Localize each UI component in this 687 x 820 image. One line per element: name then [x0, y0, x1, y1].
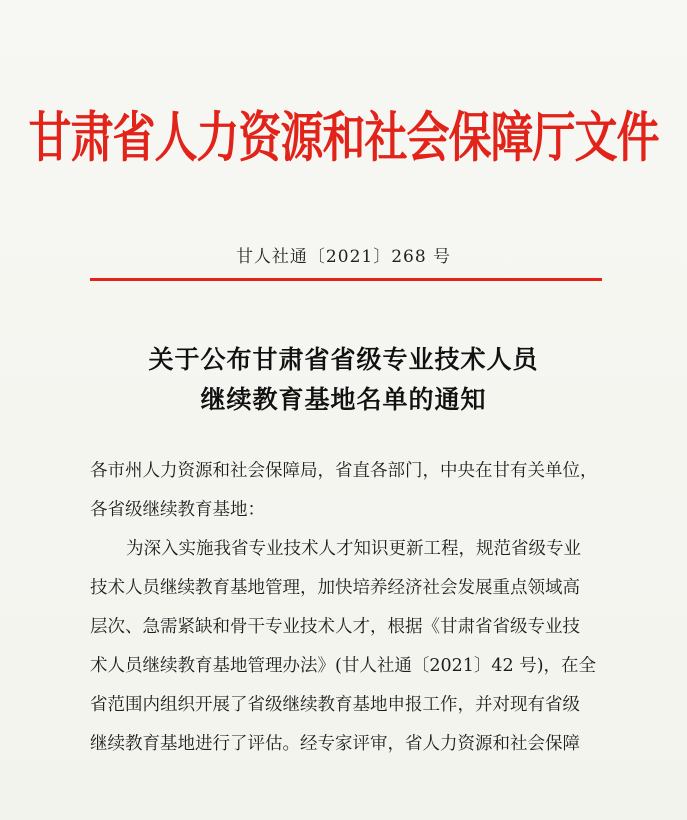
- document-header-title: 甘肃省人力资源和社会保障厅文件: [28, 107, 659, 170]
- notice-title-line-1: 关于公布甘肃省省级专业技术人员: [148, 345, 539, 374]
- document-number: 甘人社通〔2021〕268 号: [235, 247, 452, 267]
- red-divider-line: [90, 278, 602, 281]
- body-line-salutation-1: 各市州人力资源和社会保障局，省直各部门，中央在甘有关单位，: [90, 461, 598, 481]
- body-line-8: 继续教育基地进行了评估。经专家评审，省人力资源和社会保障: [90, 734, 580, 754]
- document-body: [90, 452, 610, 764]
- body-line-5: 层次、急需紧缺和骨干专业技术人才，根据《甘肃省省级专业技: [90, 617, 580, 637]
- body-line-4: 技术人员继续教育基地管理，加快培养经济社会发展重点领域高: [90, 578, 580, 598]
- body-line-3: 为深入实施我省专业技术人才知识更新工程，规范省级专业: [126, 539, 581, 559]
- body-line-salutation-2: 各省级继续教育基地：: [90, 500, 265, 520]
- body-line-6: 术人员继续教育基地管理办法》(甘人社通〔2021〕42 号)，在全: [90, 656, 597, 676]
- notice-title-line-2: 继续教育基地名单的通知: [200, 385, 487, 414]
- body-line-7: 省范围内组织开展了省级继续教育基地申报工作，并对现有省级: [90, 695, 580, 715]
- notice-title: [0, 340, 687, 420]
